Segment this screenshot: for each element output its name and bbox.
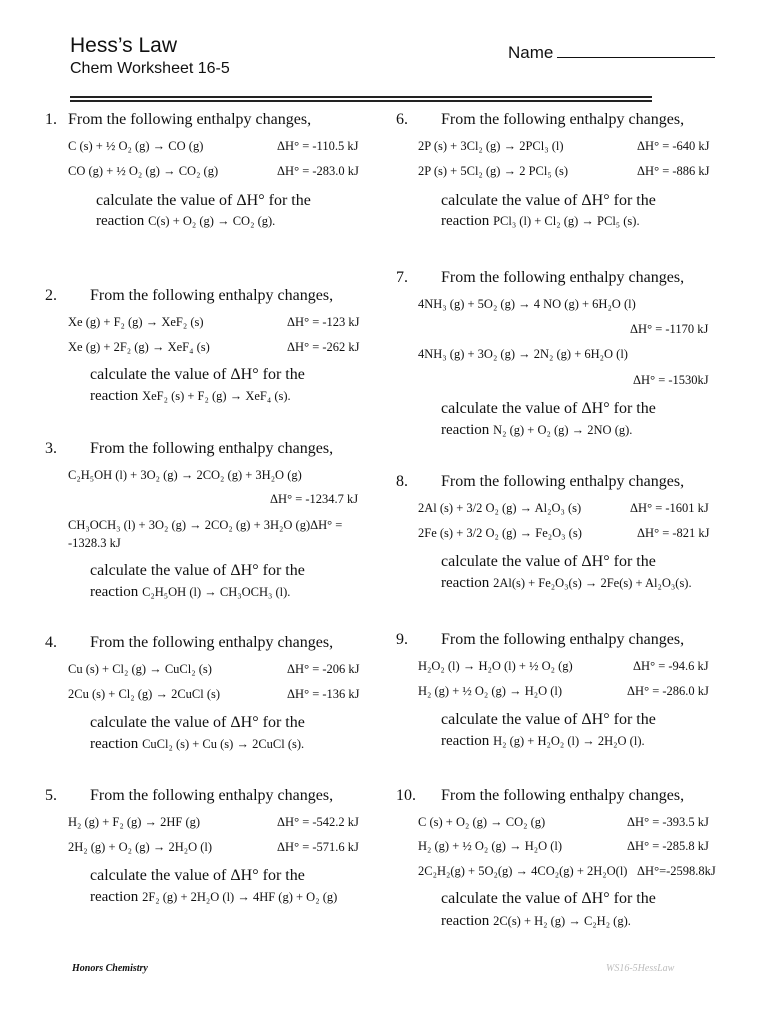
problem-7-reaction-2: 4NH₃ (g) + 3O₂ (g) → 2N₂ (g) + 6H₂O (l) <box>418 347 628 361</box>
page-title: Hess’s Law <box>70 34 177 57</box>
problem-2-dh-1: ΔH° = -123 kJ <box>287 315 360 329</box>
problem-1-stem: From the following enthalpy changes, <box>68 111 312 128</box>
name-label: Name <box>508 43 554 62</box>
problem-3-target-eq: C₂H₅OH (l) → CH₃OCH₃ (l). <box>142 585 291 599</box>
problem-2-reaction-1: Xe (g) + F₂ (g) → XeF₂ (s) <box>68 315 204 329</box>
problem-8-dh-1: ΔH° = -1601 kJ <box>630 501 709 515</box>
problem-7-dh-1: ΔH° = -1170 kJ <box>630 322 709 336</box>
problem-3-reaction-1: C₂H₅OH (l) + 3O₂ (g) → 2CO₂ (g) + 3H₂O (g) <box>68 468 302 482</box>
problem-8-stem: From the following enthalpy changes, <box>441 473 685 490</box>
problem-6-dh-1: ΔH° = -640 kJ <box>637 139 710 153</box>
problem-9-target-eq: H₂ (g) + H₂O₂ (l) → 2H₂O (l). <box>493 734 645 748</box>
problem-1-number: 1. <box>45 111 57 128</box>
problem-4-target-label: reaction <box>90 736 139 752</box>
problem-7-target <box>441 422 632 439</box>
problem-5-number: 5. <box>45 787 57 804</box>
problem-5-target-label: reaction <box>90 889 139 905</box>
problem-10-reaction-3: 2C₂H₂(g) + 5O₂(g) → 4CO₂(g) + 2H₂O(l) <box>418 864 628 878</box>
problem-10-target-label: reaction <box>441 913 490 929</box>
problem-7-target-label: reaction <box>441 422 490 438</box>
problem-10-dh-3: ΔH°=-2598.8kJ <box>637 864 716 878</box>
header-rule-bottom <box>70 100 652 102</box>
problem-1-target-label: reaction <box>96 213 145 229</box>
problem-9-dh-2: ΔH° = -286.0 kJ <box>627 684 709 698</box>
worksheet-subtitle: Chem Worksheet 16-5 <box>70 60 230 77</box>
problem-10-dh-2: ΔH° = -285.8 kJ <box>627 839 709 853</box>
problem-9-number: 9. <box>396 631 408 648</box>
footer-course: Honors Chemistry <box>72 963 148 974</box>
problem-10-reaction-1: C (s) + O₂ (g) → CO₂ (g) <box>418 815 546 829</box>
problem-7-calc: calculate the value of ΔH° for the <box>441 400 656 417</box>
problem-9-dh-1: ΔH° = -94.6 kJ <box>633 659 709 673</box>
problem-9-stem: From the following enthalpy changes, <box>441 631 685 648</box>
problem-4-target <box>90 736 304 753</box>
problem-4-stem: From the following enthalpy changes, <box>90 634 334 651</box>
problem-7-target-eq: N₂ (g) + O₂ (g) → 2NO (g). <box>493 423 633 437</box>
problem-5-reaction-1: H₂ (g) + F₂ (g) → 2HF (g) <box>68 815 201 829</box>
problem-5-calc: calculate the value of ΔH° for the <box>90 867 305 884</box>
problem-3-number: 3. <box>45 440 57 457</box>
problem-2-dh-2: ΔH° = -262 kJ <box>287 340 360 354</box>
problem-8-target <box>441 575 692 592</box>
problem-2-target-label: reaction <box>90 388 139 404</box>
problem-1-reaction-2: CO (g) + ½ O₂ (g) → CO₂ (g) <box>68 164 219 178</box>
problem-9-reaction-2: H₂ (g) + ½ O₂ (g) → H₂O (l) <box>418 684 563 698</box>
problem-2-target-eq: XeF₂ (s) + F₂ (g) → XeF₄ (s). <box>142 389 291 403</box>
problem-10-target <box>441 913 631 930</box>
problem-1-target-eq: C(s) + O₂ (g) → CO₂ (g). <box>148 214 276 228</box>
problem-8-target-eq: 2Al(s) + Fe₂O₃(s) → 2Fe(s) + Al₂O₃(s). <box>493 576 692 590</box>
problem-5-dh-1: ΔH° = -542.2 kJ <box>277 815 359 829</box>
problem-10-stem: From the following enthalpy changes, <box>441 787 685 804</box>
problem-5-reaction-2: 2H₂ (g) + O₂ (g) → 2H₂O (l) <box>68 840 213 854</box>
problem-1-reaction-1: C (s) + ½ O₂ (g) → CO (g) <box>68 139 204 153</box>
problem-10-target-eq: 2C(s) + H₂ (g) → C₂H₂ (g). <box>493 914 631 928</box>
problem-5-dh-2: ΔH° = -571.6 kJ <box>277 840 359 854</box>
problem-9-target-label: reaction <box>441 733 490 749</box>
problem-9-calc: calculate the value of ΔH° for the <box>441 711 656 728</box>
problem-6-calc: calculate the value of ΔH° for the <box>441 192 656 209</box>
problem-8-dh-2: ΔH° = -821 kJ <box>637 526 710 540</box>
problem-6-target-eq: PCl₃ (l) + Cl₂ (g) → PCl₅ (s). <box>493 214 640 228</box>
problem-5-stem: From the following enthalpy changes, <box>90 787 334 804</box>
header-rule-top <box>70 96 652 98</box>
problem-3-reaction-2: CH₃OCH₃ (l) + 3O₂ (g) → 2CO₂ (g) + 3H₂O (g)ΔH° = <box>68 518 343 532</box>
problem-6-target <box>441 213 640 230</box>
problem-1-dh-2: ΔH° = -283.0 kJ <box>277 164 359 178</box>
problem-4-dh-1: ΔH° = -206 kJ <box>287 662 360 676</box>
problem-4-calc: calculate the value of ΔH° for the <box>90 714 305 731</box>
problem-3-target <box>90 584 290 601</box>
problem-8-reaction-1: 2Al (s) + 3/2 O₂ (g) → Al₂O₃ (s) <box>418 501 582 515</box>
problem-1-target <box>96 213 275 230</box>
problem-2-target <box>90 388 291 405</box>
problem-6-reaction-1: 2P (s) + 3Cl₂ (g) → 2PCl₃ (l) <box>418 139 564 153</box>
problem-9-reaction-1: H₂O₂ (l) → H₂O (l) + ½ O₂ (g) <box>418 659 573 673</box>
problem-1-calc: calculate the value of ΔH° for the <box>96 192 311 209</box>
problem-3-dh-1: ΔH° = -1234.7 kJ <box>270 492 359 506</box>
problem-2-calc: calculate the value of ΔH° for the <box>90 366 305 383</box>
problem-3-calc: calculate the value of ΔH° for the <box>90 562 305 579</box>
problem-7-reaction-1: 4NH₃ (g) + 5O₂ (g) → 4 NO (g) + 6H₂O (l) <box>418 297 636 311</box>
problem-6-number: 6. <box>396 111 408 128</box>
problem-6-reaction-2: 2P (s) + 5Cl₂ (g) → 2 PCl₅ (s) <box>418 164 569 178</box>
problem-3-stem: From the following enthalpy changes, <box>90 440 334 457</box>
problem-4-number: 4. <box>45 634 57 651</box>
problem-7-stem: From the following enthalpy changes, <box>441 269 685 286</box>
problem-4-reaction-1: Cu (s) + Cl₂ (g) → CuCl₂ (s) <box>68 662 212 676</box>
problem-8-calc: calculate the value of ΔH° for the <box>441 553 656 570</box>
problem-4-dh-2: ΔH° = -136 kJ <box>287 687 360 701</box>
problem-8-number: 8. <box>396 473 408 490</box>
problem-5-target-eq: 2F₂ (g) + 2H₂O (l) → 4HF (g) + O₂ (g) <box>142 890 338 904</box>
problem-7-dh-2: ΔH° = -1530kJ <box>633 373 709 387</box>
problem-2-reaction-2: Xe (g) + 2F₂ (g) → XeF₄ (s) <box>68 340 210 354</box>
problem-7-number: 7. <box>396 269 408 286</box>
problem-8-target-label: reaction <box>441 575 490 591</box>
problem-6-stem: From the following enthalpy changes, <box>441 111 685 128</box>
footer-worksheet-id: WS16-5HessLaw <box>606 963 675 974</box>
problem-8-reaction-2: 2Fe (s) + 3/2 O₂ (g) → Fe₂O₃ (s) <box>418 526 582 540</box>
problem-9-target <box>441 733 645 750</box>
problem-3-target-label: reaction <box>90 584 139 600</box>
problem-10-calc: calculate the value of ΔH° for the <box>441 890 656 907</box>
problem-2-number: 2. <box>45 287 57 304</box>
problem-1-dh-1: ΔH° = -110.5 kJ <box>277 139 359 153</box>
problem-4-target-eq: CuCl₂ (s) + Cu (s) → 2CuCl (s). <box>142 737 305 751</box>
problem-6-target-label: reaction <box>441 213 490 229</box>
problem-10-reaction-2: H₂ (g) + ½ O₂ (g) → H₂O (l) <box>418 839 563 853</box>
name-blank-line[interactable] <box>557 41 715 58</box>
problem-4-reaction-2: 2Cu (s) + Cl₂ (g) → 2CuCl (s) <box>68 687 221 701</box>
problem-6-dh-2: ΔH° = -886 kJ <box>637 164 710 178</box>
problem-2-stem: From the following enthalpy changes, <box>90 287 334 304</box>
problem-5-target <box>90 889 337 906</box>
name-field[interactable] <box>508 41 715 63</box>
problem-10-number: 10. <box>396 787 416 804</box>
problem-3-dh-2: -1328.3 kJ <box>68 536 121 550</box>
problem-10-dh-1: ΔH° = -393.5 kJ <box>627 815 709 829</box>
